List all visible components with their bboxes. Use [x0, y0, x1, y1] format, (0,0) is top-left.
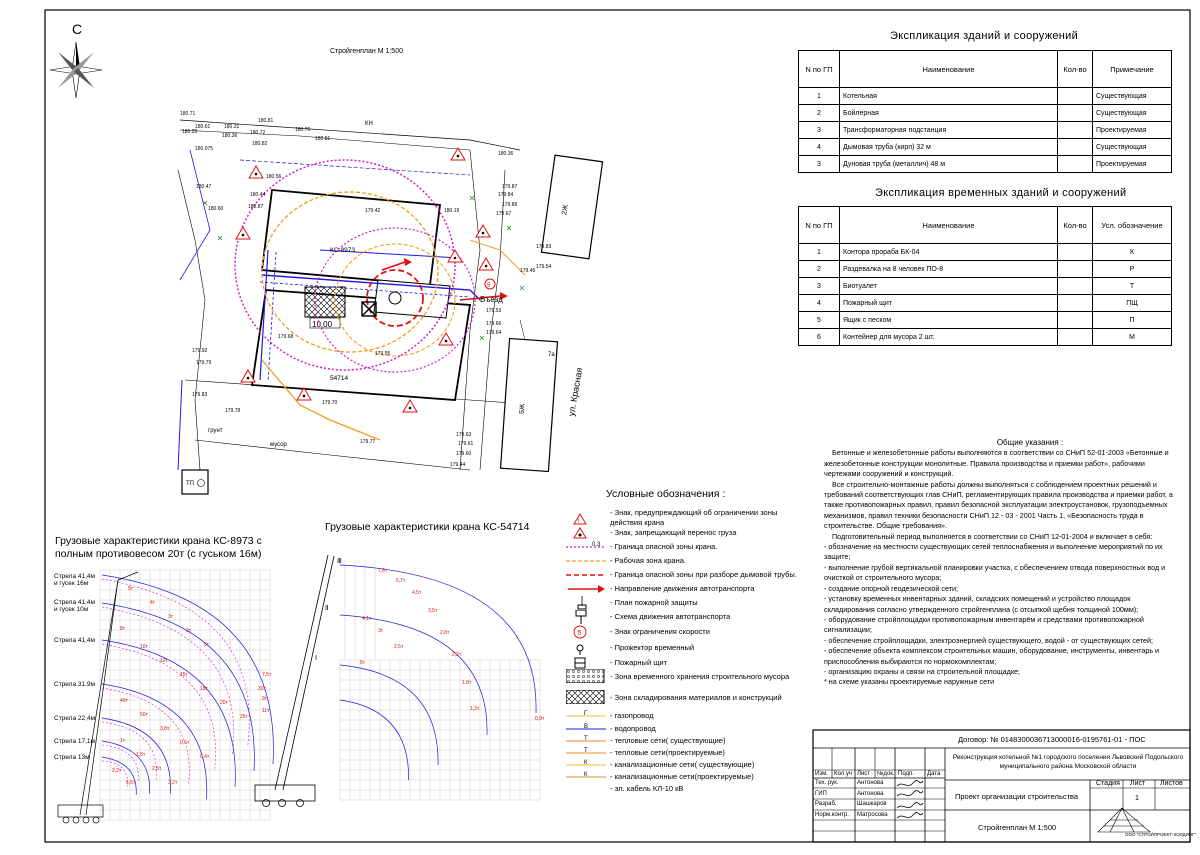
note-paragraph: - создание опорной геодезической сети;: [824, 583, 959, 593]
elevation-label: 180.61: [195, 124, 211, 130]
expl-buildings-table: [798, 50, 1172, 173]
compass-icon: [50, 21, 102, 98]
legend-item: [566, 641, 826, 655]
svg-text:Ⅱ: Ⅱ: [325, 605, 329, 612]
load-label: 5,7т: [396, 578, 406, 584]
note-paragraph: - установку временных инвентарных зданий, складских помещений и устройство площадок складирования согласно утвержденного стройгенплана (с отсыпкой щебня толщиной 100мм);: [824, 594, 1139, 614]
load-label: 40т: [120, 698, 128, 704]
load-label: 3т: [378, 628, 384, 634]
load-label: 12т: [160, 658, 168, 664]
legend-item-label: - Зона складирования материалов и конструкций: [610, 693, 782, 702]
legend-item-label: - эл. кабель КЛ-10 кВ: [610, 784, 684, 793]
legend-item: [566, 508, 826, 527]
sheets-header: Листов: [1160, 780, 1183, 787]
col-header: N по ГП: [799, 51, 840, 88]
legend-item-label: - тепловые сети(проектируемые): [610, 748, 725, 757]
table-row: 5 Ящик с песком П: [799, 312, 1172, 329]
elevation-label: 179.79: [196, 360, 212, 366]
expl-temp-table: [798, 206, 1172, 346]
elevation-label: 180.81: [315, 136, 331, 142]
elevation-label: 180.31: [224, 124, 240, 130]
legend-symbol-icon: [566, 625, 606, 639]
svg-text:Т: Т: [584, 736, 588, 742]
col-header: Наименование: [840, 51, 1058, 88]
legend-item: [566, 709, 826, 723]
legend-symbol-icon: [566, 690, 606, 704]
company-name: ООО "СТРОЙПРОЕКТ-ХОЛДИНГ": [1125, 832, 1197, 837]
elevation-label: 179.54: [536, 264, 552, 270]
elevation-label: 180.29: [182, 129, 198, 135]
legend-symbol-icon: [566, 526, 606, 540]
legend-item: [566, 669, 826, 683]
load-label: 2,2т: [112, 768, 122, 774]
load-label: 15т: [180, 672, 188, 678]
elevation-label: 179.92: [192, 348, 208, 354]
elevation-label: 180.44: [250, 192, 266, 198]
col-header: Наименование: [840, 207, 1058, 244]
note-paragraph: * на схеме указаны проектируемые наружные сети: [824, 677, 995, 687]
stamp-header: Изм.: [815, 771, 828, 777]
note-paragraph: - организацию охраны и связи на строительной площадке;: [824, 666, 1021, 676]
section-name: Проект организации строительства: [955, 792, 1079, 801]
table-row: 2 Бойлерная Существующая: [799, 105, 1172, 122]
legend-item: [566, 596, 826, 610]
legend-symbol-icon: [566, 641, 606, 655]
legend-symbol-icon: [566, 540, 606, 554]
legend-item: [566, 568, 826, 582]
site-plan: [178, 111, 603, 494]
legend-symbol-icon: [566, 568, 606, 582]
elevation-label: 179.67: [496, 211, 512, 217]
load-label: 9т: [262, 696, 268, 702]
crane1-title-line1: Грузовые характеристики крана КС-8973 с: [55, 535, 262, 547]
legend-item-label: - канализационные сети(проектируемые): [610, 772, 754, 781]
table-row: 1 Контора прораба БК-04 К: [799, 244, 1172, 261]
legend-item-label: - Схема движения автотранспорта: [610, 612, 731, 621]
table-row: 4 Пожарный щит ПЩ: [799, 295, 1172, 312]
table-row: 2 Раздевалка на 8 человек ПО-8 Р: [799, 261, 1172, 278]
note-paragraph: - выполнение грубой вертикальной планировки участка, с обеспечением отвода поверхностных вод и очисткой от строительного мусора;: [824, 562, 1166, 583]
boom-label: Стрела 31,9м: [54, 681, 96, 688]
legend-symbol-icon: [566, 512, 606, 526]
svg-text:54714: 54714: [330, 375, 349, 382]
load-label: 1,8т: [462, 680, 472, 686]
boom-label: Стрела 17,1м: [54, 738, 96, 745]
load-label: 2,5т: [152, 766, 162, 772]
sheet-title: Стройгенплан М 1:500: [978, 823, 1057, 832]
legend-symbol-icon: [566, 669, 606, 683]
sheet-header: Лист: [1130, 780, 1146, 787]
legend-symbol-icon: [566, 554, 606, 568]
legend-item-label: - План пожарной защиты: [610, 598, 698, 607]
stamp-header: Кол.уч: [834, 771, 852, 777]
legend-item: [566, 782, 826, 796]
note-paragraph: - оборудование стройплощадки противопожарным инвентарём и средствами противопожарной сигнализации;: [824, 614, 1144, 635]
note-paragraph: Подготовительный период выполняется в соответствии со СНиП 12-01-2004 и включает в себя:: [832, 531, 1153, 541]
crane-chart-2: [255, 555, 545, 807]
svg-text:Т: Т: [584, 748, 588, 754]
elevation-label: 179.63: [456, 432, 472, 438]
elevation-label: 179.83: [192, 392, 208, 398]
load-label: 2,5т: [394, 644, 404, 650]
elevation-label: 180.87: [248, 204, 264, 210]
legend-item-label: - Зона временного хранения строительного мусора: [610, 672, 790, 681]
contract-number: Договор: № 0148300036713000016-0195761-01 - ПОС: [958, 735, 1146, 744]
stamp-person: Антонова: [857, 790, 884, 797]
legend-item-label: - Граница опасной зоны крана.: [610, 542, 718, 551]
crane2-title: Грузовые характеристики крана КС-54714: [325, 521, 530, 533]
load-label: 1,3т: [470, 706, 480, 712]
load-label: 5т: [128, 586, 134, 592]
stamp-person: Антонова: [857, 780, 884, 786]
load-label: 2,8т: [440, 630, 450, 636]
elevation-label: 180.56: [266, 174, 282, 180]
load-label: 4,5т: [412, 590, 422, 596]
table-row: 6 Контейнер для мусора 2 шт. М: [799, 329, 1172, 346]
load-label: 1,5т: [136, 752, 146, 758]
svg-text:Г: Г: [584, 711, 588, 717]
load-label: 7,5т: [262, 672, 272, 678]
legend-item-label: - Знак, предупреждающий об ограничении зоны действия крана: [610, 508, 778, 527]
legend-symbol-icon: [566, 656, 606, 670]
elevation-label: 179.64: [486, 330, 502, 336]
load-label: 50т: [140, 712, 148, 718]
legend-item: [566, 526, 826, 540]
svg-text:В: В: [584, 724, 589, 730]
svg-text:0.3: 0.3: [592, 542, 601, 548]
elevation-label: 179.89: [502, 202, 518, 208]
load-label: 2,2т: [452, 652, 462, 658]
elevation-label: 180.72: [250, 130, 266, 136]
legend-symbol-icon: [566, 782, 606, 796]
load-label: 3,8т: [160, 726, 170, 732]
load-label: 8т: [120, 626, 126, 632]
note-paragraph: Все строительно-монтажные работы должны выполняться с соблюдением проектных решений и требований соответствующих глав СНиП, регламентирующих правила производства и приемки работ, а также противопожарных правил, правил безопасной эксплуатации электроустановок, грузоподъемных механизмов, правил техники безопасности СНиП 12 - 03 - 2001 Часть 1, «Безопасность труда в строительстве. Общие требования».: [824, 479, 1173, 531]
boom-label: Стрела 22,4м: [54, 715, 96, 722]
legend-item-label: - Направление движения автотранспорта: [610, 584, 755, 593]
elevation-label: 179.44: [450, 462, 466, 468]
legend-item-label: - водопровод: [610, 724, 656, 733]
elevation-label: 179.53: [486, 308, 502, 314]
expl-buildings-title: Экспликация зданий и сооружений: [890, 30, 1079, 42]
elevation-label: 180.36: [222, 133, 238, 139]
elevation-label: 180.075: [195, 146, 214, 152]
legend-item-label: - газопровод: [610, 711, 654, 720]
boom-label: Стрела 41,4м и гусек 16м: [54, 573, 96, 587]
elevation-label: 180.47: [196, 184, 212, 190]
svg-text:К: К: [584, 760, 588, 766]
svg-text:КН: КН: [365, 121, 373, 127]
elevation-label: 179.60: [456, 451, 472, 457]
note-paragraph: - обеспечение объекта комплексом строительных машин, оборудование, инструменты, инвентарь и приспособления выбираются по нормокомплектам;: [824, 646, 1160, 666]
general-notes: [824, 438, 1176, 688]
legend-symbol-icon: [566, 596, 606, 610]
plan-title: Стройгенплан М 1:500: [330, 48, 403, 55]
legend-item: [566, 540, 826, 554]
load-label: 3т: [168, 614, 174, 620]
col-header: Примечание: [1093, 51, 1172, 88]
legend-title: Условные обозначения :: [606, 488, 726, 500]
stamp-header: Лист: [857, 771, 871, 777]
elevation-label: 180.71: [180, 111, 196, 117]
load-label: 20т: [220, 700, 228, 706]
load-label: 7,8т: [378, 568, 388, 574]
elevation-label: 180.19: [444, 208, 460, 214]
table-row: 1 Котельная Существующая: [799, 88, 1172, 105]
elevation-label: 179.78: [225, 408, 241, 414]
elevation-label: 179.70: [322, 400, 338, 406]
legend-item-label: - Знак ограничения скорости: [610, 627, 710, 636]
legend-item-label: - Пожарный щит: [610, 658, 668, 667]
crane1-title-line2: полным противовесом 20т (с гуськом 16м): [55, 548, 262, 560]
legend-item: [566, 610, 826, 624]
load-label: 25т: [240, 714, 248, 720]
legend-item: [566, 554, 826, 568]
boom-label: Стрела 41,4м: [54, 637, 96, 644]
table-row: 3 Биотуалет Т: [799, 278, 1172, 295]
table-row: 4 Дымовая труба (кирп) 32 м Существующая: [799, 139, 1172, 156]
elevation-label: 179.68: [278, 334, 294, 340]
col-header: Кол-во: [1058, 207, 1093, 244]
boom-label: Стрела 13м: [54, 754, 90, 761]
legend-item-label: - Прожектор временный: [610, 643, 695, 652]
legend-item: [566, 582, 826, 596]
stamp-header: №док.: [877, 771, 895, 777]
load-label: 0,4т: [200, 754, 210, 760]
legend-item: [566, 690, 826, 704]
svg-text:С: С: [72, 21, 83, 37]
note-paragraph: Бетонные и железобетонные работы выполняются в соответствии со СНиП 52-01-2003 «Бетонные и железобетонные конструкции монолитные. Правила производства и приемки работ», рабочими чертежами сооружений и конструкций.: [824, 448, 1169, 479]
svg-text:мусор: мусор: [270, 442, 287, 448]
svg-text:ул. Красная: ул. Красная: [566, 366, 585, 418]
legend-symbol-icon: [566, 582, 606, 596]
load-label: 30т: [258, 686, 266, 692]
svg-text:КС-8973: КС-8973: [330, 247, 356, 254]
svg-text:грунт: грунт: [208, 428, 223, 434]
svg-text:К: К: [584, 772, 588, 778]
load-label: 6т: [360, 660, 366, 666]
elevation-label: 179.42: [365, 208, 381, 214]
elevation-label: 179.83: [536, 244, 552, 250]
svg-text:10,00: 10,00: [312, 320, 333, 329]
table-row: 3 Трансформаторная подстанция Проектируемая: [799, 122, 1172, 139]
legend-item-label: - Граница опасной зоны при разборе дымовой трубы.: [610, 570, 797, 579]
svg-text:ТП: ТП: [186, 481, 194, 487]
load-label: 11т: [262, 708, 270, 714]
stamp-header: Дата: [927, 771, 941, 777]
svg-text:2Ж: 2Ж: [561, 204, 570, 216]
legend-item-label: - тепловые сети( существующие): [610, 736, 726, 745]
stamp-header: Подп.: [898, 771, 914, 777]
stamp-person: Шашкаров: [857, 801, 887, 807]
svg-text:5Ж: 5Ж: [518, 403, 527, 415]
elevation-label: 179.77: [360, 439, 376, 445]
svg-text:Ⅰ: Ⅰ: [315, 655, 318, 662]
elevation-label: 180.81: [258, 118, 274, 124]
col-header: N по ГП: [799, 207, 840, 244]
load-label: 6т: [204, 642, 210, 648]
note-paragraph: - обозначение на местности существующих сетей теплоснабжения и выполнение мероприятий по их защите;: [824, 542, 1163, 562]
legend-symbol-icon: [566, 610, 606, 624]
notes-title: Общие указания :: [996, 438, 1064, 447]
load-label: 2т: [186, 628, 192, 634]
sheet-number: 1: [1135, 795, 1139, 802]
elevation-label: 179.61: [458, 441, 474, 447]
col-header: Кол-во: [1058, 51, 1093, 88]
load-label: 5,5т: [126, 780, 136, 786]
elevation-label: 180.82: [252, 141, 268, 147]
elevation-label: 180.60: [208, 206, 224, 212]
note-paragraph: - обеспечение стройплощадки, электроэнергией существующего, водой - от существующих сетей;: [824, 635, 1153, 645]
table-row: 3 Дуновая труба (металлич) 48 м Проектируемая: [799, 156, 1172, 173]
legend-item-label: - Рабочая зона крана.: [610, 556, 686, 565]
project-name: Реконструкция котельной №1 городского поселения Львовский Подольского муниципального района Московской области: [952, 754, 1184, 770]
load-label: 3,5т: [428, 608, 438, 614]
load-label: 4т: [150, 600, 156, 606]
legend-item-label: - канализационные сети( существующие): [610, 760, 755, 769]
stamp-role: Норм.контр.: [815, 811, 849, 818]
load-label: 0,9т: [535, 716, 545, 722]
elevation-label: 179.55: [375, 351, 391, 357]
svg-text:!: !: [578, 519, 580, 525]
boom-label: Стрела 41,4м и гусек 10м: [54, 599, 96, 613]
elevation-label: 179.84: [498, 192, 514, 198]
load-label: 0,6т: [180, 740, 190, 746]
stage-header: Стадия: [1096, 780, 1120, 787]
col-header: Усл. обозначение: [1093, 207, 1172, 244]
elevation-label: 179.87: [502, 184, 518, 190]
expl-temp-title: Экспликация временных зданий и сооружений: [875, 187, 1127, 199]
legend-item: [566, 656, 826, 670]
svg-text:5: 5: [487, 283, 491, 289]
elevation-label: 180.76: [295, 127, 311, 133]
stamp-person: Матросова: [857, 811, 888, 818]
svg-text:Въезд: Въезд: [480, 295, 503, 304]
legend-item: [566, 625, 826, 639]
load-label: 10т: [140, 644, 148, 650]
stamp-role: ГИП: [815, 790, 827, 797]
legend-item-label: - Знак, запрещающий перенос груза: [610, 528, 737, 537]
stamp-role: Разраб.: [815, 801, 837, 807]
stamp-role: Тех. рук.: [815, 780, 839, 786]
elevation-label: 179.66: [486, 321, 502, 327]
legend-symbol-icon: [566, 709, 606, 723]
elevation-label: 180.36: [498, 151, 514, 157]
elevation-label: 179.45: [520, 268, 536, 274]
svg-text:7а: 7а: [548, 352, 555, 358]
load-label: 1т: [120, 738, 126, 744]
company-logo-icon: [1098, 808, 1150, 832]
svg-text:Ⅲ: Ⅲ: [337, 558, 342, 565]
load-label: 4,1т: [362, 616, 372, 622]
load-label: 3,2т: [168, 780, 178, 786]
load-label: 18т: [200, 686, 208, 692]
svg-text:5: 5: [577, 630, 582, 637]
